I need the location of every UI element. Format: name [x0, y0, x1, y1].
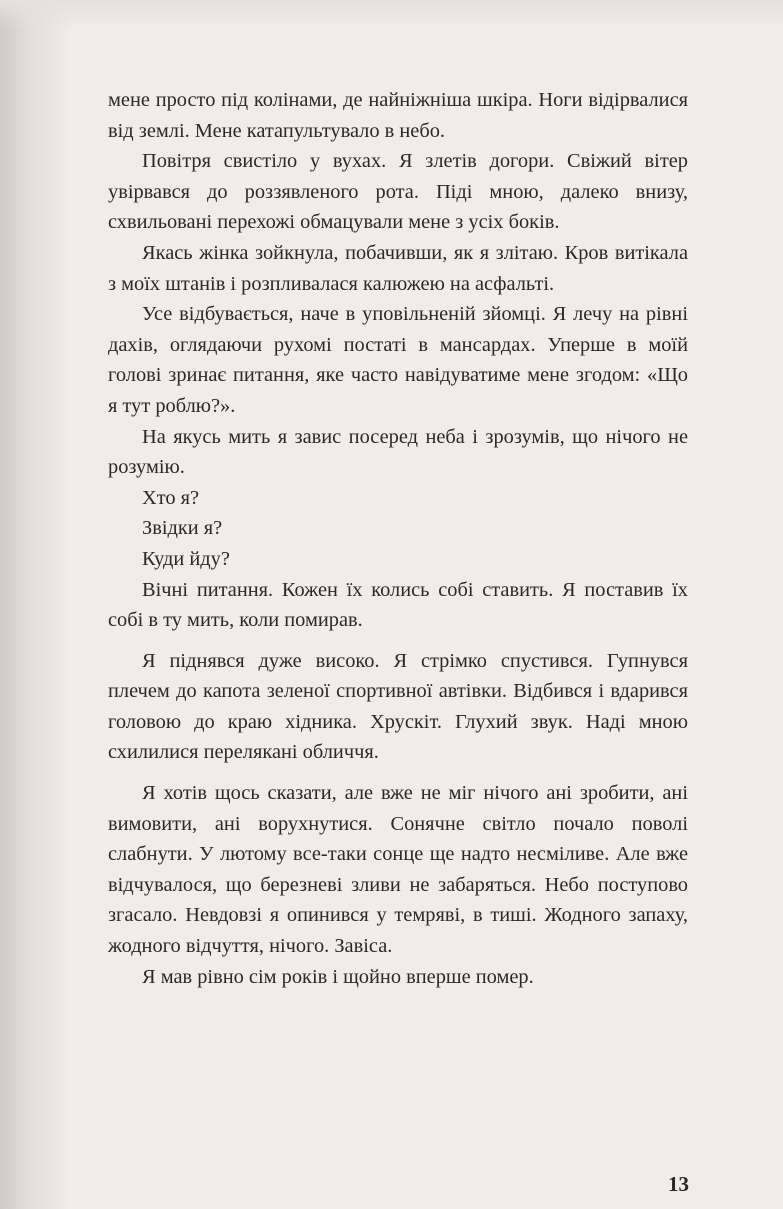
- body-text: [108, 85, 688, 992]
- paragraph-3: Якась жінка зойкнула, побачивши, як я злітаю. Кров витікала з моїх штанів і розпливалася калюжею на асфальті.: [108, 241, 688, 295]
- paragraph-1: мене просто під колінами, де найніжніша шкіра. Ноги відірвалися від землі. Мене катапультувало в небо.: [108, 89, 688, 142]
- paragraph-10: Я піднявся дуже високо. Я стрімко спустився. Гупнувся плечем до капота зеленої спортивної автівки. Відбився і вдарився головою до краю хідника. Хрускіт. Глухий звук. Наді мною схилилися перелякані обличчя.: [108, 649, 688, 764]
- paragraph-4: Усе відбувається, наче в уповільненій зйомці. Я лечу на рівні дахів, оглядаючи рухомі постаті в мансардах. Уперше в моїй голові зринає питання, яке часто навідуватиме мене згодом: «Що я тут роблю?».: [108, 303, 688, 417]
- page-gutter-shadow: [0, 0, 70, 1209]
- paragraph-11: Я хотів щось сказати, але вже не міг нічого ані зробити, ані вимовити, ані ворухнутися. Сонячне світло почало поволі слабнути. У лютому все-таки сонце ще надто несміливе. Але вже відчувалося, що березневі зливи не забаряться. Небо поступово згасало. Невдовзі я опинився у темряві, в тиші. Жодного запаху, жодного відчуття, нічого. Завіса.: [108, 782, 688, 958]
- paragraph-2: Повітря свистіло у вухах. Я злетів догори. Свіжий вітер увірвався до роззявленого рота. Піді мною, далеко внизу, схвильовані перехожі обмацували мене з усіх боків.: [108, 150, 688, 234]
- page-top-shadow: [0, 0, 783, 30]
- paragraph-12: Я мав рівно сім років і щойно вперше помер.: [142, 965, 534, 988]
- page-number: 13: [668, 1172, 689, 1196]
- paragraph-7: Звідки я?: [142, 517, 223, 540]
- paragraph-6: Хто я?: [142, 486, 200, 509]
- paragraph-8: Куди йду?: [142, 547, 230, 570]
- paragraph-5: На якусь мить я завис посеред неба і зрозумів, що нічого не розумію.: [108, 425, 688, 479]
- paragraph-9: Вічні питання. Кожен їх колись собі ставить. Я поставив їх собі в ту мить, коли помирав.: [108, 578, 688, 632]
